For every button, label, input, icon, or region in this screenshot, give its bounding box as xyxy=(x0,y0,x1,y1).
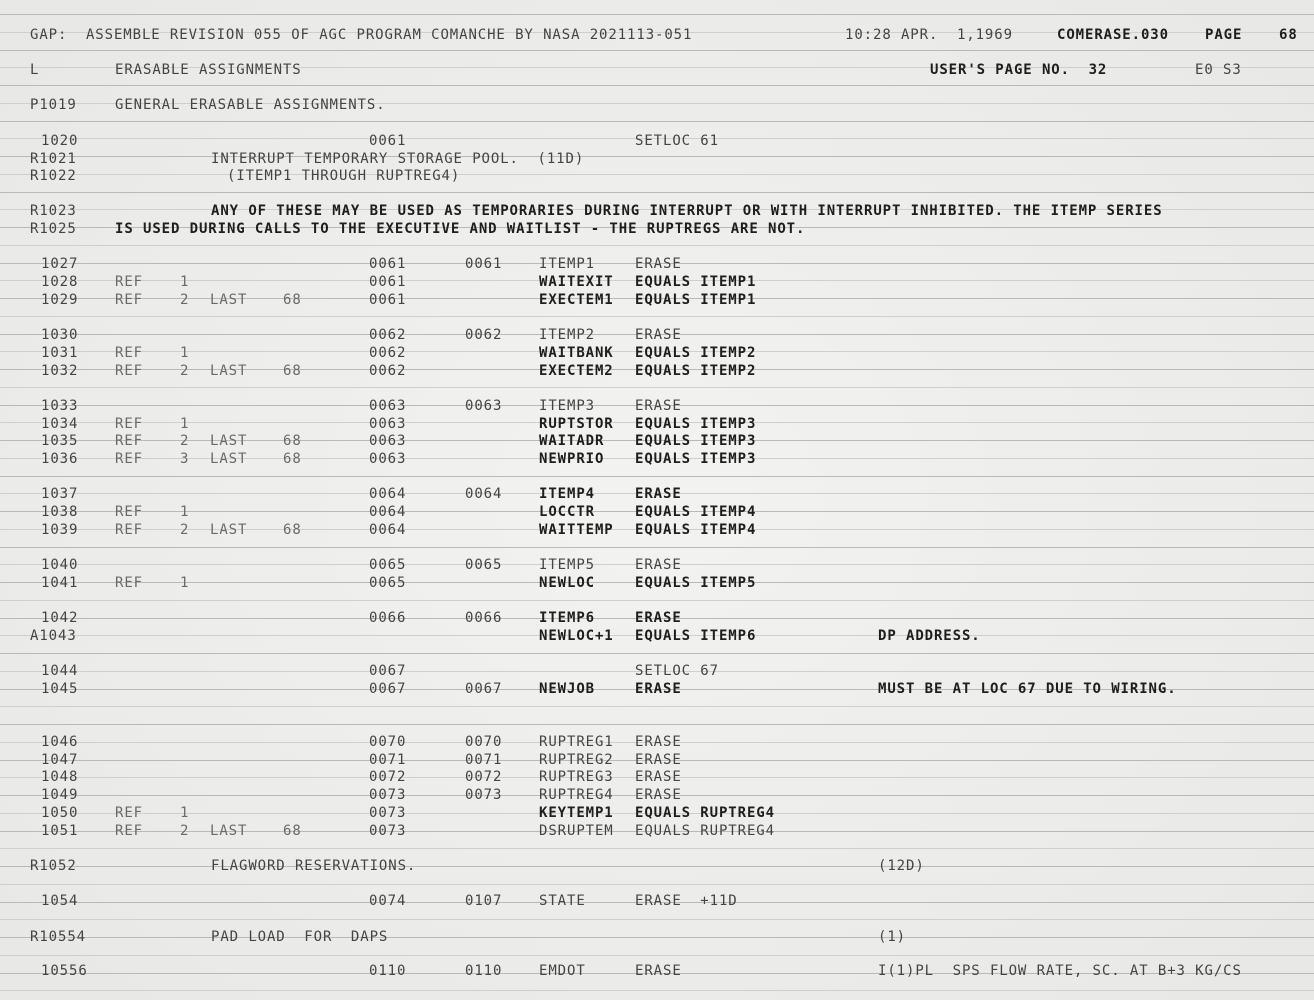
section-code: E0 S3 xyxy=(1195,62,1242,78)
section-letter: L xyxy=(30,62,40,78)
ruled-line xyxy=(0,955,1314,956)
line-number: 1030 xyxy=(41,327,79,343)
ref-count: 2 xyxy=(180,433,190,449)
symbol-label: EXECTEM1 xyxy=(539,292,614,308)
last-tag: LAST xyxy=(210,823,248,839)
line-number: 1037 xyxy=(41,486,79,502)
line-number: 1034 xyxy=(41,416,79,432)
address: 0073 xyxy=(369,823,407,839)
line-number: 1036 xyxy=(41,451,79,467)
line-number: 1046 xyxy=(41,734,79,750)
line-number: 1049 xyxy=(41,787,79,803)
symbol-label: WAITTEMP xyxy=(539,522,614,538)
ruled-line xyxy=(0,866,1314,867)
operation: SETLOC 61 xyxy=(635,133,719,149)
line-number: 1045 xyxy=(41,681,79,697)
operation: EQUALS ITEMP3 xyxy=(635,451,757,467)
operation: SETLOC 67 xyxy=(635,663,719,679)
ref-tag: REF xyxy=(115,805,143,821)
address: 0066 xyxy=(369,610,407,626)
address: 0110 xyxy=(369,963,407,979)
address-end: 0061 xyxy=(465,256,503,272)
ref-tag: REF xyxy=(115,345,143,361)
last-page: 68 xyxy=(283,292,302,308)
symbol-label: RUPTREG2 xyxy=(539,752,614,768)
address: 0073 xyxy=(369,805,407,821)
ref-tag: REF xyxy=(115,416,143,432)
address: 0061 xyxy=(369,292,407,308)
operation: EQUALS ITEMP2 xyxy=(635,363,757,379)
ref-count: 1 xyxy=(180,575,190,591)
ruled-line xyxy=(0,316,1314,317)
address-end: 0067 xyxy=(465,681,503,697)
last-page: 68 xyxy=(283,823,302,839)
ruled-line xyxy=(0,476,1314,477)
ref-tag: REF xyxy=(115,823,143,839)
ref-count: 2 xyxy=(180,363,190,379)
symbol-label: NEWPRIO xyxy=(539,451,605,467)
operation: ERASE xyxy=(635,610,682,626)
remark: I(1)PL SPS FLOW RATE, SC. AT B+3 KG/CS xyxy=(878,963,1242,979)
address: 0064 xyxy=(369,504,407,520)
symbol-label: STATE xyxy=(539,893,586,909)
ruled-line xyxy=(0,937,1314,938)
ref-tag: REF xyxy=(115,274,143,290)
header-page-label: PAGE xyxy=(1205,27,1243,43)
ruled-line xyxy=(0,600,1314,601)
operation: EQUALS ITEMP1 xyxy=(635,292,757,308)
ref-count: 2 xyxy=(180,823,190,839)
ref-tag: REF xyxy=(115,522,143,538)
line-number: 1054 xyxy=(41,893,79,909)
last-page: 68 xyxy=(283,433,302,449)
header-page-number: 68 xyxy=(1279,27,1298,43)
section-title: ERASABLE ASSIGNMENTS xyxy=(115,62,302,78)
operation: ERASE xyxy=(635,681,682,697)
ref-count: 1 xyxy=(180,504,190,520)
line-number: A1043 xyxy=(30,628,77,644)
last-tag: LAST xyxy=(210,433,248,449)
address-end: 0072 xyxy=(465,769,503,785)
address-end: 0110 xyxy=(465,963,503,979)
symbol-label: NEWLOC+1 xyxy=(539,628,614,644)
line-number: 1042 xyxy=(41,610,79,626)
last-tag: LAST xyxy=(210,522,248,538)
operation: ERASE xyxy=(635,486,682,502)
symbol-label: RUPTSTOR xyxy=(539,416,614,432)
last-page: 68 xyxy=(283,363,302,379)
ruled-line xyxy=(0,653,1314,654)
address: 0064 xyxy=(369,486,407,502)
ref-count: 1 xyxy=(180,274,190,290)
address: 0061 xyxy=(369,256,407,272)
operation: EQUALS RUPTREG4 xyxy=(635,823,775,839)
line-number: 1027 xyxy=(41,256,79,272)
symbol-label: ITEMP6 xyxy=(539,610,595,626)
line-number: 1050 xyxy=(41,805,79,821)
symbol-label: WAITBANK xyxy=(539,345,614,361)
ruled-line xyxy=(0,919,1314,920)
ref-count: 3 xyxy=(180,451,190,467)
address: 0071 xyxy=(369,752,407,768)
last-tag: LAST xyxy=(210,292,248,308)
operation: ERASE xyxy=(635,557,682,573)
address: 0067 xyxy=(369,663,407,679)
comment-text: GENERAL ERASABLE ASSIGNMENTS. xyxy=(115,97,386,113)
line-number: 1041 xyxy=(41,575,79,591)
ref-tag: REF xyxy=(115,575,143,591)
operation: EQUALS ITEMP1 xyxy=(635,274,757,290)
ref-tag: REF xyxy=(115,504,143,520)
ruled-line xyxy=(0,990,1314,991)
ref-tag: REF xyxy=(115,433,143,449)
users-page-number: USER'S PAGE NO. 32 xyxy=(930,62,1108,78)
line-number: 1047 xyxy=(41,752,79,768)
operation: ERASE xyxy=(635,769,682,785)
address: 0065 xyxy=(369,557,407,573)
address-end: 0073 xyxy=(465,787,503,803)
comment-text: ANY OF THESE MAY BE USED AS TEMPORARIES DURING INTERRUPT OR WITH INTERRUPT INHIBITED. THE ITEMP SERIES xyxy=(211,203,1163,219)
line-number: 1044 xyxy=(41,663,79,679)
address: 0062 xyxy=(369,363,407,379)
address-end: 0070 xyxy=(465,734,503,750)
line-number: P1019 xyxy=(30,97,77,113)
remark: DP ADDRESS. xyxy=(878,628,981,644)
line-number: 1039 xyxy=(41,522,79,538)
symbol-label: ITEMP3 xyxy=(539,398,595,414)
ref-count: 1 xyxy=(180,805,190,821)
operation: EQUALS ITEMP3 xyxy=(635,433,757,449)
comment-text: FLAGWORD RESERVATIONS. xyxy=(211,858,417,874)
operation: ERASE xyxy=(635,327,682,343)
ruled-line xyxy=(0,14,1314,15)
address: 0065 xyxy=(369,575,407,591)
comment-text: (ITEMP1 THROUGH RUPTREG4) xyxy=(227,168,461,184)
ref-count: 1 xyxy=(180,345,190,361)
line-number: R1025 xyxy=(30,221,77,237)
ref-count: 2 xyxy=(180,522,190,538)
operation: ERASE xyxy=(635,963,682,979)
operation: EQUALS RUPTREG4 xyxy=(635,805,775,821)
symbol-label: RUPTREG3 xyxy=(539,769,614,785)
line-number: 1048 xyxy=(41,769,79,785)
line-number: R1021 xyxy=(30,151,77,167)
symbol-label: ITEMP2 xyxy=(539,327,595,343)
comment-text: IS USED DURING CALLS TO THE EXECUTIVE AND WAITLIST - THE RUPTREGS ARE NOT. xyxy=(115,221,806,237)
comment-text: INTERRUPT TEMPORARY STORAGE POOL. (11D) xyxy=(211,151,585,167)
address: 0070 xyxy=(369,734,407,750)
address: 0063 xyxy=(369,398,407,414)
last-tag: LAST xyxy=(210,363,248,379)
line-number: 1028 xyxy=(41,274,79,290)
address: 0062 xyxy=(369,345,407,361)
comment-text: PAD LOAD FOR DAPS xyxy=(211,929,389,945)
symbol-label: WAITADR xyxy=(539,433,605,449)
address: 0061 xyxy=(369,274,407,290)
address: 0063 xyxy=(369,433,407,449)
operation: ERASE +11D xyxy=(635,893,738,909)
line-number: R1052 xyxy=(30,858,77,874)
ref-count: 1 xyxy=(180,416,190,432)
address-end: 0071 xyxy=(465,752,503,768)
operation: EQUALS ITEMP4 xyxy=(635,504,757,520)
operation: EQUALS ITEMP4 xyxy=(635,522,757,538)
ruled-line xyxy=(0,724,1314,725)
address-end: 0064 xyxy=(465,486,503,502)
address: 0062 xyxy=(369,327,407,343)
address-end: 0107 xyxy=(465,893,503,909)
operation: ERASE xyxy=(635,787,682,803)
ruled-line xyxy=(0,848,1314,849)
ruled-line xyxy=(0,884,1314,885)
symbol-label: ITEMP5 xyxy=(539,557,595,573)
header-title: GAP: ASSEMBLE REVISION 055 OF AGC PROGRAM COMANCHE BY NASA 2021113-051 xyxy=(30,27,693,43)
line-number: R1022 xyxy=(30,168,77,184)
line-number: 1029 xyxy=(41,292,79,308)
symbol-label: RUPTREG1 xyxy=(539,734,614,750)
line-number: 1038 xyxy=(41,504,79,520)
line-number: 1040 xyxy=(41,557,79,573)
line-number: 10556 xyxy=(41,963,88,979)
ruled-line xyxy=(0,50,1314,51)
operation: ERASE xyxy=(635,752,682,768)
ref-tag: REF xyxy=(115,292,143,308)
symbol-label: EXECTEM2 xyxy=(539,363,614,379)
symbol-label: EMDOT xyxy=(539,963,586,979)
ruled-line xyxy=(0,85,1314,86)
symbol-label: ITEMP1 xyxy=(539,256,595,272)
address: 0067 xyxy=(369,681,407,697)
line-number: 1051 xyxy=(41,823,79,839)
ruled-line xyxy=(0,156,1314,157)
ruled-line xyxy=(0,121,1314,122)
symbol-label: KEYTEMP1 xyxy=(539,805,614,821)
operation: ERASE xyxy=(635,734,682,750)
line-number: 1032 xyxy=(41,363,79,379)
address: 0073 xyxy=(369,787,407,803)
symbol-label: RUPTREG4 xyxy=(539,787,614,803)
ruled-line xyxy=(0,174,1314,175)
symbol-label: WAITEXIT xyxy=(539,274,614,290)
last-page: 68 xyxy=(283,522,302,538)
line-number: R1023 xyxy=(30,203,77,219)
symbol-label: DSRUPTEM xyxy=(539,823,614,839)
ruled-line xyxy=(0,387,1314,388)
line-number: 1035 xyxy=(41,433,79,449)
operation: EQUALS ITEMP2 xyxy=(635,345,757,361)
symbol-label: ITEMP4 xyxy=(539,486,595,502)
remark: (12D) xyxy=(878,858,925,874)
address: 0064 xyxy=(369,522,407,538)
ruled-line xyxy=(0,192,1314,193)
symbol-label: NEWLOC xyxy=(539,575,595,591)
address-end: 0066 xyxy=(465,610,503,626)
ref-tag: REF xyxy=(115,363,143,379)
ruled-line xyxy=(0,706,1314,707)
remark: (1) xyxy=(878,929,906,945)
ref-tag: REF xyxy=(115,451,143,467)
symbol-label: LOCCTR xyxy=(539,504,595,520)
operation: ERASE xyxy=(635,398,682,414)
header-timestamp: 10:28 APR. 1,1969 xyxy=(845,27,1013,43)
address-end: 0065 xyxy=(465,557,503,573)
address-end: 0063 xyxy=(465,398,503,414)
address: 0061 xyxy=(369,133,407,149)
ruled-line xyxy=(0,245,1314,246)
last-page: 68 xyxy=(283,451,302,467)
symbol-label: NEWJOB xyxy=(539,681,595,697)
line-number: 1033 xyxy=(41,398,79,414)
line-number: 1020 xyxy=(41,133,79,149)
remark: MUST BE AT LOC 67 DUE TO WIRING. xyxy=(878,681,1177,697)
address: 0063 xyxy=(369,451,407,467)
operation: EQUALS ITEMP6 xyxy=(635,628,757,644)
last-tag: LAST xyxy=(210,451,248,467)
header-file: COMERASE.030 xyxy=(1057,27,1169,43)
address: 0063 xyxy=(369,416,407,432)
address: 0072 xyxy=(369,769,407,785)
operation: ERASE xyxy=(635,256,682,272)
address: 0074 xyxy=(369,893,407,909)
operation: EQUALS ITEMP5 xyxy=(635,575,757,591)
line-number: 1031 xyxy=(41,345,79,361)
address-end: 0062 xyxy=(465,327,503,343)
ruled-line xyxy=(0,547,1314,548)
operation: EQUALS ITEMP3 xyxy=(635,416,757,432)
ref-count: 2 xyxy=(180,292,190,308)
line-number: R10554 xyxy=(30,929,86,945)
